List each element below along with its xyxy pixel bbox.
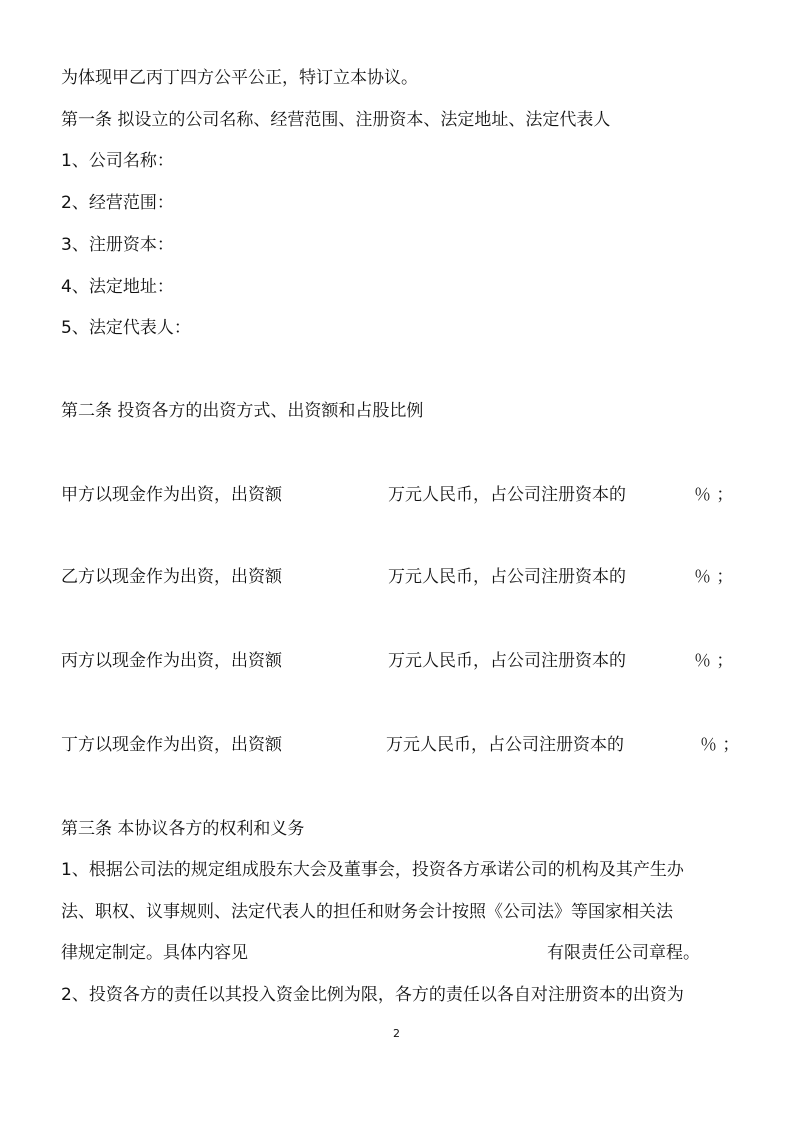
article-3-paragraph-2-line-1	[61, 985, 741, 1005]
investment-row-text-1: 丁方以现金作为出资，出资额	[61, 735, 282, 755]
article-1-item-3: 3、注册资本：	[61, 235, 174, 255]
investment-row-text-2: 万元人民币，占公司注册资本的	[388, 567, 626, 587]
article-3-p1-line-1-text: 1、根据公司法的规定组成股东大会及董事会，投资各方承诺公司的机构及其产生办	[61, 860, 684, 880]
investment-row-text-1: 乙方以现金作为出资，出资额	[61, 567, 282, 587]
article-1-item-5: 5、法定代表人：	[61, 318, 191, 338]
investment-row-text-3: ％ ；	[694, 485, 734, 505]
investment-row-yi	[61, 567, 761, 587]
investment-row-bing	[61, 651, 761, 671]
article-3-p2-line-1-text: 2、投资各方的责任以其投入资金比例为限，各方的责任以各自对注册资本的出资为	[61, 985, 684, 1005]
article-3-paragraph-1-line-3	[61, 943, 761, 963]
investment-row-text-1: 丙方以现金作为出资，出资额	[61, 651, 282, 671]
investment-row-text-1: 甲方以现金作为出资，出资额	[61, 485, 282, 505]
article-3-paragraph-1-line-2	[61, 902, 741, 922]
investment-row-text-2: 万元人民币，占公司注册资本的	[386, 735, 624, 755]
article-2-heading: 第二条 投资各方的出资方式、出资额和占股比例	[61, 401, 424, 421]
article-1-heading: 第一条 拟设立的公司名称、经营范围、注册资本、法定地址、法定代表人	[61, 110, 611, 130]
page-number: 2	[393, 1027, 400, 1040]
article-1-item-2: 2、经营范围：	[61, 193, 174, 213]
investment-row-text-3: ％ ；	[694, 651, 734, 671]
article-3-paragraph-1-line-1	[61, 860, 741, 880]
investment-row-text-2: 万元人民币，占公司注册资本的	[388, 651, 626, 671]
investment-row-text-3: ％ ；	[700, 735, 740, 755]
investment-row-ding	[61, 735, 761, 755]
investment-row-text-2: 万元人民币，占公司注册资本的	[388, 485, 626, 505]
article-3-p1-line-3a: 律规定制定。具体内容见	[61, 943, 248, 963]
article-1-item-4: 4、法定地址：	[61, 277, 174, 297]
article-1-item-1: 1、公司名称：	[61, 151, 174, 171]
intro-text: 为体现甲乙丙丁四方公平公正，特订立本协议。	[61, 68, 418, 88]
article-3-p1-line-2-text: 法、职权、议事规则、法定代表人的担任和财务会计按照《公司法》等国家相关法	[61, 902, 673, 922]
article-3-p1-line-3b: 有限责任公司章程。	[547, 943, 700, 963]
investment-row-text-3: ％ ；	[694, 567, 734, 587]
investment-row-jia	[61, 485, 761, 505]
article-3-heading: 第三条 本协议各方的权利和义务	[61, 819, 305, 839]
